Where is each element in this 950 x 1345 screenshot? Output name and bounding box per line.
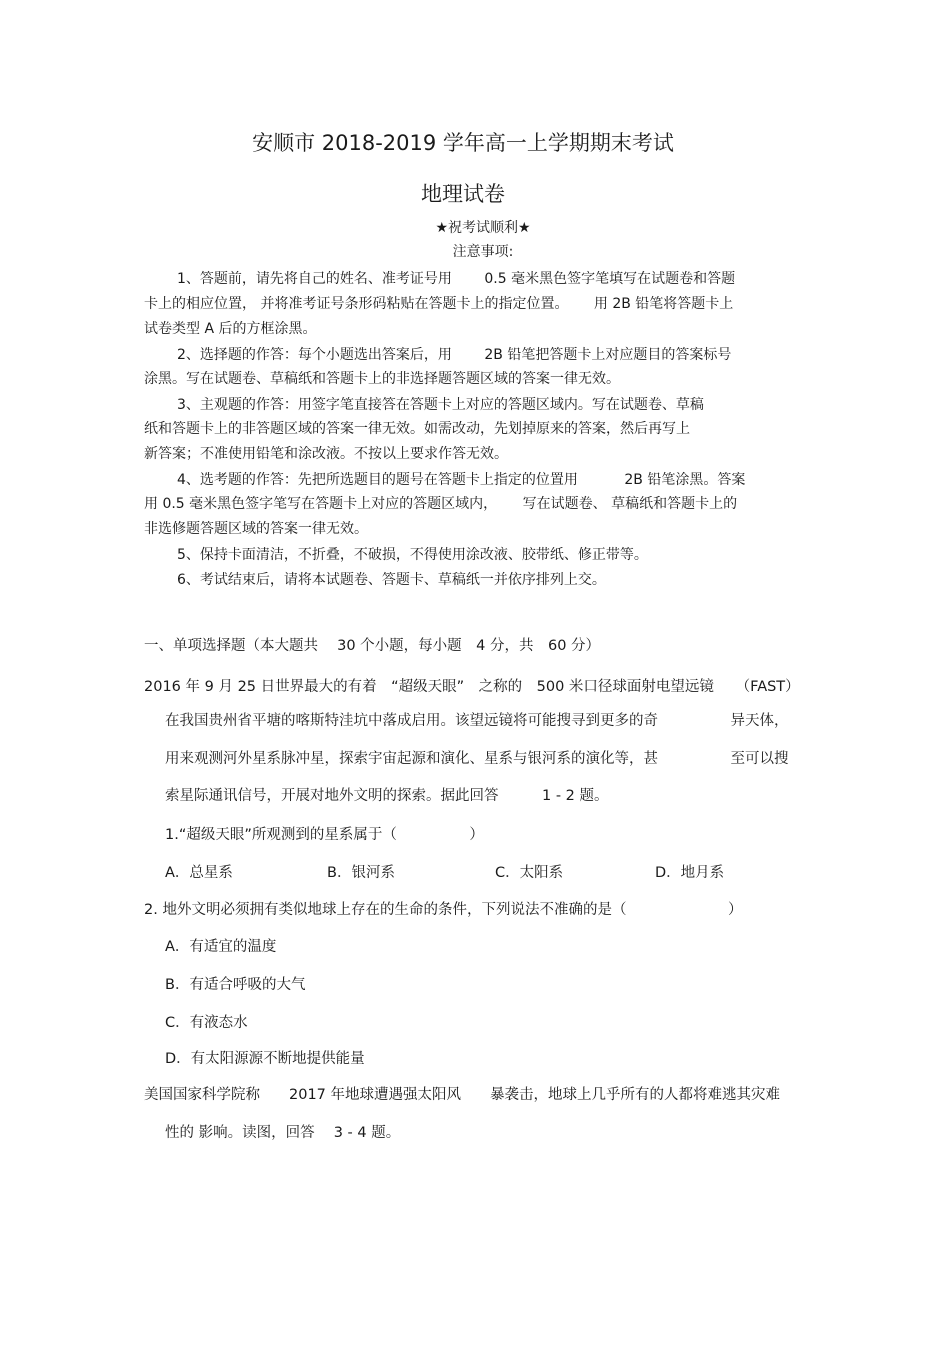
good-luck-line: ★祝考试顺利★	[435, 220, 531, 236]
question-1-option-d: D．地月系	[655, 865, 725, 881]
exam-title: 安顺市 2018-2019 学年高一上学期期末考试	[252, 131, 674, 155]
notice-line: 3、主观题的作答：用签字笔直接答在答题卡上对应的答题区域内。写在试题卷、草稿	[177, 397, 704, 413]
passage-line: 2016 年 9 月 25 日世界最大的有着 “超级天眼” 之称的 500 米口径球面射电望远镜 （FAST）	[144, 679, 800, 695]
notice-line: 1、答题前，请先将自己的姓名、准考证号用 0.5 毫米黑色签字笔填写在试题卷和答题	[177, 271, 736, 287]
notice-line: 4、选考题的作答：先把所选题目的题号在答题卡上指定的位置用 2B 铅笔涂黑。答案	[177, 472, 746, 488]
notice-line: 新答案；不准使用铅笔和涂改液。不按以上要求作答无效。	[144, 446, 508, 462]
notice-line: 涂黑。写在试题卷、草稿纸和答题卡上的非选择题答题区域的答案一律无效。	[144, 371, 620, 387]
question-1-option-a: A．总星系	[165, 865, 233, 881]
passage-line: 性的 影响。读图，回答 3 - 4 题。	[165, 1125, 401, 1141]
notice-line: 纸和答题卡上的非答题区域的答案一律无效。如需改动，先划掉原来的答案，然后再写上	[144, 421, 690, 437]
question-2-stem: 2. 地外文明必须拥有类似地球上存在的生命的条件，下列说法不准确的是（ ）	[144, 902, 743, 918]
passage-line: 在我国贵州省平塘的喀斯特洼坑中落成启用。该望远镜将可能搜寻到更多的奇 异天体，	[165, 713, 789, 729]
notice-line: 2、选择题的作答：每个小题选出答案后，用 2B 铅笔把答题卡上对应题目的答案标号	[177, 347, 732, 363]
passage-line: 美国国家科学院称 2017 年地球遭遇强太阳风 暴袭击，地球上几乎所有的人都将难逃其灾难	[144, 1087, 781, 1103]
question-1-option-c: C．太阳系	[495, 865, 564, 881]
question-2-option-a: A．有适宜的温度	[165, 939, 277, 955]
passage-line: 用来观测河外星系脉冲星，探索宇宙起源和演化、星系与银河系的演化等，甚 至可以搜	[165, 751, 789, 767]
notice-line: 试卷类型 A 后的方框涂黑。	[144, 321, 317, 337]
notice-heading: 注意事项:	[452, 244, 514, 260]
section-heading: 一、单项选择题（本大题共 30 个小题，每小题 4 分，共 60 分）	[144, 638, 601, 654]
notice-line: 非选修题答题区域的答案一律无效。	[144, 521, 368, 537]
question-1-stem: 1.“超级天眼”所观测到的星系属于（ ）	[165, 827, 484, 843]
exam-subtitle: 地理试卷	[421, 182, 505, 206]
notice-line: 6、考试结束后，请将本试题卷、答题卡、草稿纸一并依序排列上交。	[177, 572, 606, 588]
notice-line: 卡上的相应位置， 并将准考证号条形码粘贴在答题卡上的指定位置。 用 2B 铅笔将答题卡上	[144, 296, 734, 312]
passage-line: 索星际通讯信号，开展对地外文明的探索。据此回答 1 - 2 题。	[165, 788, 609, 804]
question-1-option-b: B．银河系	[327, 865, 395, 881]
notice-line: 用 0.5 毫米黑色签字笔写在答题卡上对应的答题区域内， 写在试题卷、 草稿纸和答题卡上的	[144, 496, 738, 512]
question-2-option-d: D．有太阳源源不断地提供能量	[165, 1051, 365, 1067]
question-2-option-b: B．有适合呼吸的大气	[165, 977, 306, 993]
notice-line: 5、保持卡面清洁，不折叠，不破损，不得使用涂改液、胶带纸、修正带等。	[177, 547, 648, 563]
question-2-option-c: C．有液态水	[165, 1015, 248, 1031]
